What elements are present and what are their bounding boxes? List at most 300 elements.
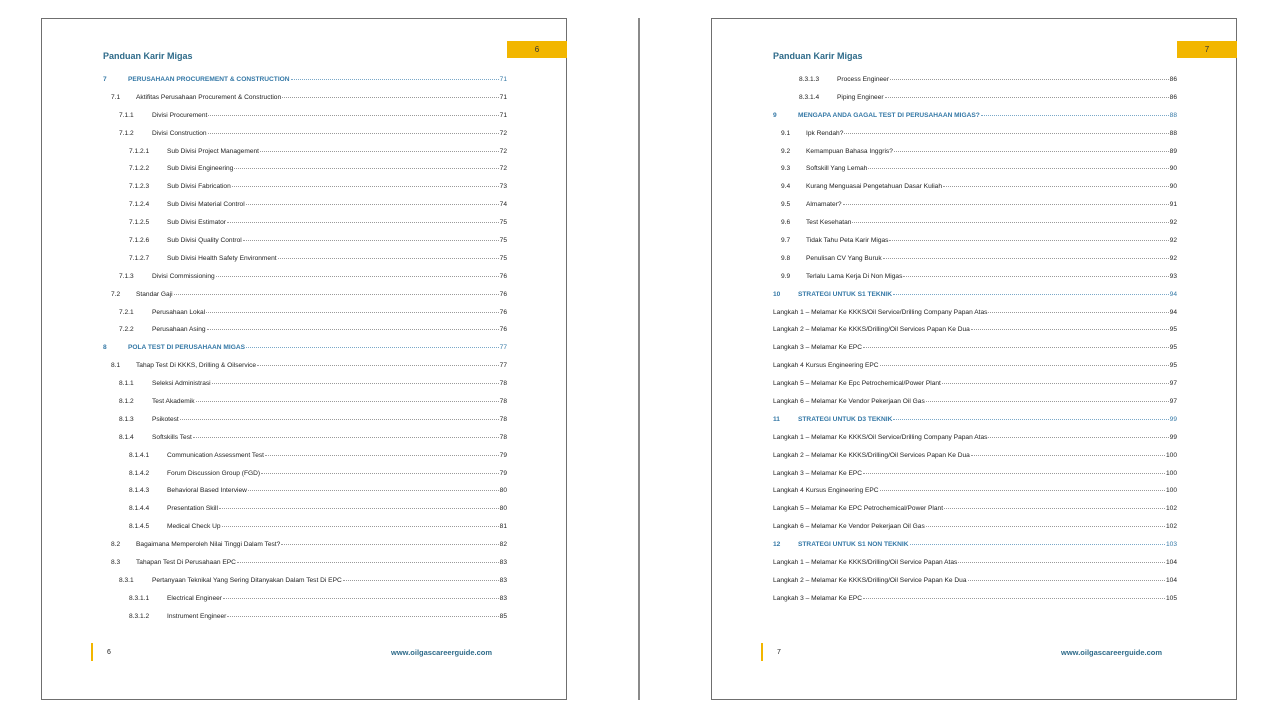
- toc-entry[interactable]: [773, 577, 1177, 595]
- toc-entry-page: 72: [499, 129, 507, 137]
- toc-entry-number: 7: [103, 76, 107, 83]
- toc-chapter-entry[interactable]: [773, 291, 1177, 309]
- toc-entry-number: 7.1.2: [119, 129, 134, 137]
- toc-entry-page: 71: [499, 76, 507, 83]
- toc-entry-title: POLA TEST DI PERUSAHAAN MIGAS: [128, 344, 245, 352]
- toc-dot-leader: [260, 151, 499, 152]
- toc-dot-leader: [216, 276, 499, 277]
- toc-entry-page: 75: [499, 219, 507, 227]
- toc-entry[interactable]: [103, 237, 507, 255]
- toc-entry-page: 91: [1169, 201, 1177, 209]
- toc-dot-leader: [208, 115, 498, 116]
- toc-dot-leader: [890, 79, 1169, 80]
- toc-dot-leader: [880, 365, 1169, 366]
- toc-entry-number: 7.1: [111, 93, 121, 101]
- toc-entry-number: 8.1.4.4: [129, 505, 150, 513]
- toc-entry-page: 76: [499, 326, 507, 334]
- toc-entry-number: 8.3: [111, 559, 121, 567]
- toc-entry-title: Langkah 1 – Melamar Ke KKKS/Drilling/Oil Service Papan Atas: [773, 559, 958, 567]
- toc-entry-page: 92: [1169, 254, 1177, 262]
- toc-entry-page: 76: [499, 308, 507, 316]
- toc-entry[interactable]: [773, 219, 1177, 237]
- toc-entry-title: STRATEGI UNTUK S1 NON TEKNIK: [798, 541, 909, 549]
- toc-dot-leader: [893, 419, 1168, 420]
- toc-entry-page: 99: [1169, 415, 1177, 423]
- toc-entry-page: 77: [499, 362, 507, 370]
- toc-entry-title: Tahapan Test Di Perusahaan EPC: [136, 559, 236, 567]
- toc-entry-title: Bagaimana Memperoleh Nilai Tinggi Dalam Test?: [136, 541, 281, 549]
- toc-dot-leader: [889, 240, 1168, 241]
- toc-entry-title: Langkah 2 – Melamar Ke KKKS/Drilling/Oil Services Papan Ke Dua: [773, 451, 970, 459]
- toc-entry[interactable]: [773, 309, 1177, 327]
- toc-entry[interactable]: [773, 255, 1177, 273]
- toc-dot-leader: [971, 329, 1169, 330]
- toc-dot-leader: [232, 186, 499, 187]
- toc-dot-leader: [958, 562, 1165, 563]
- toc-entry-title: Standar Gaji: [136, 290, 173, 298]
- toc-entry-title: Piping Engineer: [837, 93, 884, 101]
- toc-entry-title: Kemampuan Bahasa Inggris?: [806, 147, 893, 155]
- toc-entry-page: 86: [1169, 93, 1177, 101]
- toc-entry-title: Behavioral Based Interview: [167, 487, 247, 495]
- toc-entry[interactable]: [103, 613, 507, 631]
- toc-entry-number: 8.1.1: [119, 380, 134, 388]
- toc-entry-title: Langkah 2 – Melamar Ke KKKS/Drilling/Oil Services Papan Ke Dua: [773, 326, 970, 334]
- toc-entry-number: 9: [773, 111, 777, 119]
- toc-entry-page: 95: [1169, 326, 1177, 334]
- toc-entry-page: 83: [499, 594, 507, 602]
- page-divider: [638, 18, 640, 700]
- toc-entry-page: 83: [499, 576, 507, 584]
- toc-entry[interactable]: [103, 255, 507, 273]
- toc-dot-leader: [223, 598, 499, 599]
- toc-entry-title: PERUSAHAAN PROCUREMENT & CONSTRUCTION: [128, 76, 290, 83]
- toc-entry-page: 77: [499, 344, 507, 352]
- toc-entry[interactable]: [773, 559, 1177, 577]
- toc-entry-title: Seleksi Administrasi: [152, 380, 211, 388]
- toc-dot-leader: [227, 222, 499, 223]
- toc-entry-page: 78: [499, 433, 507, 441]
- toc-dot-leader: [257, 365, 499, 366]
- toc-dot-leader: [237, 562, 499, 563]
- toc-entry-title: Sub Divisi Engineering: [167, 165, 234, 173]
- toc-entry-page: 105: [1165, 594, 1177, 602]
- toc-entry[interactable]: [103, 130, 507, 148]
- footer-website-link[interactable]: www.oilgascareerguide.com: [1060, 648, 1162, 657]
- toc-entry[interactable]: [103, 416, 507, 434]
- toc-entry-page: 86: [1169, 76, 1177, 83]
- toc-entry-page: 80: [499, 505, 507, 513]
- toc-entry-page: 72: [499, 165, 507, 173]
- toc-entry-title: Kurang Menguasai Pengetahuan Dasar Kuliah: [806, 183, 942, 191]
- toc-entry-number: 8: [103, 344, 107, 352]
- toc-chapter-entry[interactable]: [773, 541, 1177, 559]
- toc-entry-number: 7.1.2.2: [129, 165, 150, 173]
- toc-entry[interactable]: [103, 559, 507, 577]
- toc-entry-number: 8.2: [111, 541, 121, 549]
- toc-dot-leader: [880, 490, 1165, 491]
- toc-dot-leader: [971, 455, 1165, 456]
- toc-entry-page: 104: [1165, 576, 1177, 584]
- toc-entry-title: Perusahaan Lokal: [152, 308, 206, 316]
- toc-dot-leader: [843, 204, 1169, 205]
- toc-entry-title: Langkah 3 – Melamar Ke EPC: [773, 594, 863, 602]
- toc-dot-leader: [988, 437, 1168, 438]
- toc-dot-leader: [863, 473, 1165, 474]
- toc-entry-title: Langkah 3 – Melamar Ke EPC: [773, 469, 863, 477]
- toc-entry-title: Ipk Rendah?: [806, 129, 844, 137]
- toc-entry-page: 90: [1169, 165, 1177, 173]
- toc-dot-leader: [246, 347, 499, 348]
- toc-entry-number: 9.9: [781, 272, 791, 280]
- toc-entry-title: Test Akademik: [152, 398, 195, 406]
- toc-entry-title: Softskill Yang Lemah: [806, 165, 868, 173]
- toc-entry[interactable]: [103, 470, 507, 488]
- toc-entry-page: 104: [1165, 559, 1177, 567]
- toc-entry-page: 100: [1165, 451, 1177, 459]
- toc-entry-number: 9.8: [781, 254, 791, 262]
- toc-dot-leader: [207, 329, 499, 330]
- toc-entry-number: 9.4: [781, 183, 791, 191]
- toc-chapter-entry[interactable]: [773, 112, 1177, 130]
- toc-dot-leader: [868, 168, 1168, 169]
- toc-entry-number: 8.1.2: [119, 398, 134, 406]
- toc-entry-page: 93: [1169, 272, 1177, 280]
- page-right: [711, 18, 1237, 700]
- toc-entry-number: 10: [773, 290, 781, 298]
- toc-dot-leader: [291, 79, 499, 80]
- toc-entry-page: 76: [499, 272, 507, 280]
- toc-dot-leader: [903, 276, 1168, 277]
- toc-entry-page: 102: [1165, 505, 1177, 513]
- toc-entry-number: 8.3.1.1: [129, 594, 150, 602]
- toc-dot-leader: [246, 204, 499, 205]
- toc-entry[interactable]: [773, 505, 1177, 523]
- footer-page-number: 6: [107, 649, 111, 656]
- toc-entry-number: 9.5: [781, 201, 791, 209]
- toc-entry-page: 102: [1165, 523, 1177, 531]
- toc-entry-page: 99: [1169, 433, 1177, 441]
- toc-entry-title: Electrical Engineer: [167, 594, 222, 602]
- toc-entry-page: 94: [1169, 308, 1177, 316]
- toc-entry-title: MENGAPA ANDA GAGAL TEST DI PERUSAHAAN MIGAS?: [798, 111, 980, 119]
- toc-entry-title: Sub Divisi Project Management: [167, 147, 259, 155]
- toc-entry-page: 92: [1169, 237, 1177, 245]
- toc-entry[interactable]: [773, 595, 1177, 613]
- toc-entry-title: Divisi Procurement: [152, 111, 208, 119]
- toc-entry[interactable]: [773, 470, 1177, 488]
- toc-entry-title: Presentation Skill: [167, 505, 218, 513]
- toc-entry-page: 88: [1169, 111, 1177, 119]
- toc-dot-leader: [981, 115, 1169, 116]
- toc-entry-page: 80: [499, 487, 507, 495]
- toc-entry-page: 79: [499, 469, 507, 477]
- toc-entry[interactable]: [773, 273, 1177, 291]
- toc-entry-number: 8.1.4.3: [129, 487, 150, 495]
- toc-entry-number: 9.3: [781, 165, 791, 173]
- toc-entry-page: 82: [499, 541, 507, 549]
- toc-entry-page: 95: [1169, 344, 1177, 352]
- toc-entry-number: 7.1.2.4: [129, 201, 150, 209]
- toc-dot-leader: [212, 383, 499, 384]
- header-title: Panduan Karir Migas: [103, 51, 193, 61]
- toc-entry[interactable]: [773, 183, 1177, 201]
- toc-entry-title: Langkah 4 Kursus Engineering EPC: [773, 362, 879, 370]
- toc-entry-number: 7.1.2.7: [129, 254, 150, 262]
- toc-entry-page: 103: [1165, 541, 1177, 549]
- toc-entry-title: Langkah 4 Kursus Engineering EPC: [773, 487, 879, 495]
- toc-entry-page: 85: [499, 612, 507, 620]
- toc-entry[interactable]: [773, 344, 1177, 362]
- toc-entry-title: Perusahaan Asing: [152, 326, 206, 334]
- toc-entry-title: Sub Divisi Material Control: [167, 201, 245, 209]
- toc-dot-leader: [863, 347, 1169, 348]
- toc-entry-title: Instrument Engineer: [167, 612, 227, 620]
- toc-entry-page: 75: [499, 237, 507, 245]
- toc-dot-leader: [261, 473, 499, 474]
- toc-entry-page: 94: [1169, 290, 1177, 298]
- toc-list: [773, 76, 1177, 613]
- toc-entry[interactable]: [773, 201, 1177, 219]
- toc-entry-title: Psikotest: [152, 415, 179, 423]
- toc-dot-leader: [863, 598, 1165, 599]
- toc-entry-page: 100: [1165, 487, 1177, 495]
- toc-entry-title: Softskills Test: [152, 433, 192, 441]
- toc-entry[interactable]: [103, 380, 507, 398]
- toc-dot-leader: [942, 383, 1169, 384]
- toc-dot-leader: [926, 401, 1169, 402]
- toc-entry-page: 73: [499, 183, 507, 191]
- toc-entry-number: 9.7: [781, 237, 791, 245]
- toc-entry-title: Almamater?: [806, 201, 842, 209]
- toc-dot-leader: [219, 508, 499, 509]
- toc-entry-number: 7.2.1: [119, 308, 134, 316]
- toc-dot-leader: [208, 133, 499, 134]
- toc-entry-page: 95: [1169, 362, 1177, 370]
- toc-entry-number: 8.1.4.2: [129, 469, 150, 477]
- toc-entry-title: Langkah 5 – Melamar Ke EPC Petrochemical/Power Plant: [773, 505, 944, 513]
- page-left: [41, 18, 567, 700]
- toc-entry-page: 71: [499, 93, 507, 101]
- toc-entry[interactable]: [773, 165, 1177, 183]
- toc-dot-leader: [943, 186, 1169, 187]
- toc-dot-leader: [910, 544, 1165, 545]
- toc-entry[interactable]: [103, 452, 507, 470]
- toc-entry[interactable]: [103, 309, 507, 327]
- toc-dot-leader: [894, 151, 1169, 152]
- toc-entry[interactable]: [773, 398, 1177, 416]
- toc-dot-leader: [281, 544, 498, 545]
- toc-entry[interactable]: [103, 398, 507, 416]
- toc-entry[interactable]: [103, 434, 507, 452]
- toc-chapter-entry[interactable]: [103, 344, 507, 362]
- toc-entry-number: 7.1.3: [119, 272, 134, 280]
- toc-entry-page: 88: [1169, 129, 1177, 137]
- toc-dot-leader: [265, 455, 499, 456]
- toc-entry-title: Sub Divisi Health Safety Environment: [167, 254, 277, 262]
- toc-entry-title: STRATEGI UNTUK S1 TEKNIK: [798, 290, 893, 298]
- toc-entry-page: 90: [1169, 183, 1177, 191]
- toc-dot-leader: [174, 294, 499, 295]
- toc-entry-page: 83: [499, 559, 507, 567]
- toc-entry-number: 7.1.2.1: [129, 147, 150, 155]
- toc-dot-leader: [926, 526, 1165, 527]
- toc-entry-title: Penulisan CV Yang Buruk: [806, 254, 882, 262]
- toc-entry-page: 71: [499, 111, 507, 119]
- footer-website-link[interactable]: www.oilgascareerguide.com: [390, 648, 492, 657]
- toc-dot-leader: [180, 419, 499, 420]
- toc-entry[interactable]: [103, 291, 507, 309]
- page-number-tab: 6: [507, 41, 567, 58]
- toc-entry-page: 89: [1169, 147, 1177, 155]
- toc-entry-title: Sub Divisi Quality Control: [167, 237, 242, 245]
- toc-entry[interactable]: [103, 523, 507, 541]
- toc-entry[interactable]: [773, 326, 1177, 344]
- toc-entry-title: Process Engineer: [837, 76, 890, 83]
- toc-entry-number: 8.3.1.3: [799, 76, 820, 83]
- toc-entry[interactable]: [773, 237, 1177, 255]
- footer-accent-bar: [761, 643, 763, 661]
- toc-entry-number: 7.1.1: [119, 111, 134, 119]
- toc-entry-page: 81: [499, 523, 507, 531]
- toc-dot-leader: [844, 133, 1168, 134]
- toc-entry-page: 79: [499, 451, 507, 459]
- toc-entry[interactable]: [103, 487, 507, 505]
- toc-entry[interactable]: [103, 577, 507, 595]
- toc-entry-number: 8.3.1: [119, 576, 134, 584]
- toc-entry-number: 7.1.2.6: [129, 237, 150, 245]
- toc-dot-leader: [278, 258, 499, 259]
- toc-entry-title: Communication Assessment Test: [167, 451, 264, 459]
- toc-entry-title: Divisi Commissioning: [152, 272, 215, 280]
- toc-entry-number: 8.3.1.2: [129, 612, 150, 620]
- toc-entry-number: 7.2: [111, 290, 121, 298]
- toc-entry-page: 97: [1169, 398, 1177, 406]
- toc-entry-title: Tahap Test Di KKKS, Drilling & Oilservice: [136, 362, 257, 370]
- toc-entry[interactable]: [773, 94, 1177, 112]
- toc-entry-number: 8.1.4.1: [129, 451, 150, 459]
- toc-dot-leader: [944, 508, 1165, 509]
- toc-entry-page: 72: [499, 147, 507, 155]
- toc-entry-title: STRATEGI UNTUK D3 TEKNIK: [798, 415, 893, 423]
- toc-entry-title: Langkah 1 – Melamar Ke KKKS/Oil Service/Drilling Company Papan Atas: [773, 308, 988, 316]
- toc-entry-number: 9.6: [781, 219, 791, 227]
- toc-entry[interactable]: [103, 201, 507, 219]
- toc-entry-title: Langkah 3 – Melamar Ke EPC: [773, 344, 863, 352]
- toc-entry[interactable]: [103, 362, 507, 380]
- header-title: Panduan Karir Migas: [773, 51, 863, 61]
- toc-entry-number: 8.1: [111, 362, 121, 370]
- toc-chapter-entry[interactable]: [103, 76, 507, 94]
- toc-dot-leader: [968, 580, 1165, 581]
- toc-entry-number: 8.1.4: [119, 433, 134, 441]
- toc-dot-leader: [196, 401, 499, 402]
- toc-entry-number: 11: [773, 415, 780, 423]
- toc-entry[interactable]: [773, 452, 1177, 470]
- toc-dot-leader: [193, 437, 499, 438]
- toc-entry[interactable]: [773, 130, 1177, 148]
- toc-entry-number: 7.2.2: [119, 326, 134, 334]
- toc-dot-leader: [282, 97, 499, 98]
- toc-entry[interactable]: [103, 541, 507, 559]
- toc-chapter-entry[interactable]: [773, 416, 1177, 434]
- toc-entry[interactable]: [773, 487, 1177, 505]
- toc-entry-title: Langkah 1 – Melamar Ke KKKS/Oil Service/Drilling Company Papan Atas: [773, 433, 988, 441]
- toc-entry-page: 76: [499, 290, 507, 298]
- toc-dot-leader: [988, 312, 1168, 313]
- toc-dot-leader: [222, 526, 499, 527]
- toc-entry-page: 78: [499, 415, 507, 423]
- toc-entry-title: Langkah 6 – Melamar Ke Vendor Pekerjaan Oil Gas: [773, 523, 925, 531]
- toc-dot-leader: [852, 222, 1168, 223]
- toc-entry[interactable]: [103, 148, 507, 166]
- toc-dot-leader: [883, 258, 1169, 259]
- toc-dot-leader: [243, 240, 499, 241]
- toc-entry-page: 97: [1169, 380, 1177, 388]
- toc-entry-number: 9.2: [781, 147, 791, 155]
- toc-entry-title: Aktifitas Perusahaan Procurement & Construction: [136, 93, 282, 101]
- toc-entry-number: 8.1.3: [119, 415, 134, 423]
- toc-entry-page: 74: [499, 201, 507, 209]
- toc-entry[interactable]: [773, 523, 1177, 541]
- toc-entry-title: Forum Discussion Group (FGD): [167, 469, 261, 477]
- toc-entry-page: 78: [499, 380, 507, 388]
- toc-entry[interactable]: [773, 362, 1177, 380]
- toc-entry-title: Langkah 5 – Melamar Ke Epc Petrochemical/Power Plant: [773, 380, 941, 388]
- toc-entry[interactable]: [103, 273, 507, 291]
- toc-dot-leader: [885, 97, 1169, 98]
- toc-entry[interactable]: [103, 326, 507, 344]
- toc-dot-leader: [206, 312, 499, 313]
- toc-entry[interactable]: [103, 219, 507, 237]
- toc-entry-page: 92: [1169, 219, 1177, 227]
- toc-list: [103, 76, 507, 631]
- toc-entry-page: 78: [499, 398, 507, 406]
- toc-entry-number: 7.1.2.3: [129, 183, 150, 191]
- toc-entry-title: Terlalu Lama Kerja Di Non Migas: [806, 272, 903, 280]
- toc-entry-title: Test Kesehatan: [806, 219, 852, 227]
- toc-entry[interactable]: [773, 76, 1177, 94]
- toc-entry-title: Medical Check Up: [167, 523, 221, 531]
- toc-dot-leader: [893, 294, 1169, 295]
- toc-entry-title: Langkah 2 – Melamar Ke KKKS/Drilling/Oil Service Papan Ke Dua: [773, 576, 967, 584]
- toc-entry[interactable]: [103, 112, 507, 130]
- toc-entry[interactable]: [103, 183, 507, 201]
- toc-entry-number: 8.1.4.5: [129, 523, 150, 531]
- toc-entry[interactable]: [103, 165, 507, 183]
- toc-dot-leader: [227, 616, 498, 617]
- toc-entry-number: 7.1.2.5: [129, 219, 150, 227]
- footer-page-number: 7: [777, 649, 781, 656]
- toc-entry-page: 75: [499, 254, 507, 262]
- toc-entry-number: 9.1: [781, 129, 791, 137]
- toc-entry-number: 12: [773, 541, 781, 549]
- toc-entry-title: Tidak Tahu Peta Karir Migas: [806, 237, 889, 245]
- toc-entry-title: Pertanyaan Teknikal Yang Sering Ditanyakan Dalam Test Di EPC: [152, 576, 342, 584]
- toc-entry[interactable]: [103, 595, 507, 613]
- toc-entry[interactable]: [773, 380, 1177, 398]
- page-number-tab: 7: [1177, 41, 1237, 58]
- toc-dot-leader: [248, 490, 499, 491]
- toc-entry[interactable]: [773, 148, 1177, 166]
- footer-accent-bar: [91, 643, 93, 661]
- toc-entry-title: Sub Divisi Estimator: [167, 219, 226, 227]
- toc-entry[interactable]: [773, 434, 1177, 452]
- toc-entry-title: Sub Divisi Fabrication: [167, 183, 231, 191]
- toc-entry[interactable]: [103, 94, 507, 112]
- toc-entry[interactable]: [103, 505, 507, 523]
- toc-dot-leader: [234, 168, 498, 169]
